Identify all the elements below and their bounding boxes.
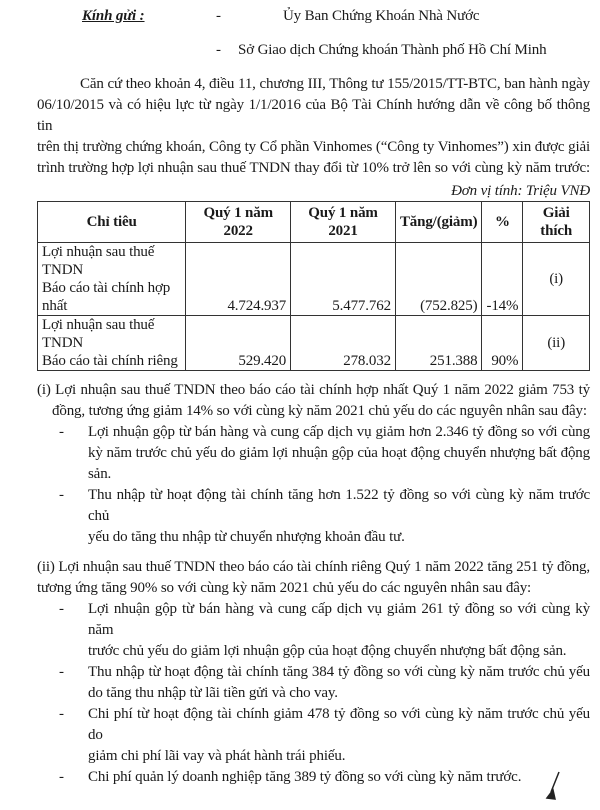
cell-pct: -14% xyxy=(482,243,523,316)
cell-change: 251.388 xyxy=(395,316,482,371)
list-dash: - xyxy=(59,601,64,617)
bullet-item xyxy=(37,599,590,662)
row-label-line: Lợi nhuận sau thuế TNDN xyxy=(42,317,155,351)
bullet-item xyxy=(37,485,590,548)
table-row xyxy=(38,316,590,371)
row-label-line: Lợi nhuận sau thuế TNDN xyxy=(42,244,155,278)
row-label-line: Báo cáo tài chính riêng xyxy=(42,353,178,369)
bullet-line: giảm chi phí lãi vay và phát hành trái phiếu. xyxy=(88,748,346,764)
row-label xyxy=(38,243,186,316)
intro-line: 06/10/2015 và có hiệu lực từ ngày 1/1/2016 của Bộ Tài Chính hướng dẫn về công bố thông tin xyxy=(37,97,590,134)
section-ii-line: (ii) Lợi nhuận sau thuế TNDN theo báo cáo tài chính riêng Quý 1 năm 2022 tăng 251 tỷ đồng, xyxy=(37,559,590,575)
row-label-line: Báo cáo tài chính hợp nhất xyxy=(42,280,171,314)
intro-line: trình trường hợp lợi nhuận sau thuế TNDN thay đổi từ 10% trở lên so với cùng kỳ năm trước: xyxy=(37,160,590,176)
section-i xyxy=(37,380,590,548)
col-header: % xyxy=(482,202,523,243)
row-label xyxy=(38,316,186,371)
cell-q1-2022: 4.724.937 xyxy=(186,243,291,316)
bullet-line: sản. xyxy=(88,466,112,482)
cell-pct: 90% xyxy=(482,316,523,371)
bullet-item xyxy=(37,422,590,485)
table-header-row xyxy=(38,202,590,243)
cell-q1-2022: 529.420 xyxy=(186,316,291,371)
addressee-label: Kính gửi : xyxy=(82,8,145,24)
bullet-item xyxy=(37,704,590,767)
bullet-line: kỳ năm trước chủ yếu do giảm lợi nhuận gộp của hoạt động chuyển nhượng bất động xyxy=(88,445,590,461)
intro-paragraph xyxy=(37,74,590,179)
bullet-item xyxy=(37,767,590,788)
list-dash: - xyxy=(59,424,64,440)
cell-q1-2021: 5.477.762 xyxy=(291,243,396,316)
bullet-line: Thu nhập từ hoạt động tài chính tăng 384 tỷ đồng so với cùng kỳ năm trước chủ yếu xyxy=(88,664,590,680)
bullet-line: Lợi nhuận gộp từ bán hàng và cung cấp dịch vụ giảm 261 tỷ đồng so với cùng kỳ năm xyxy=(88,601,590,638)
intro-line: Căn cứ theo khoản 4, điều 11, chương III, Thông tư 155/2015/TT-BTC, ban hành ngày xyxy=(80,76,590,92)
bullet-line: yếu do tăng thu nhập từ chuyển nhượng khoản đầu tư. xyxy=(88,529,405,545)
cell-note: (i) xyxy=(523,243,590,316)
list-dash: - xyxy=(59,664,64,680)
intro-line: trên thị trường chứng khoán, Công ty Cổ phần Vinhomes (“Công ty Vinhomes”) xin được giải xyxy=(37,139,590,155)
col-header: Tăng/(giảm) xyxy=(395,202,482,243)
col-header: Chỉ tiêu xyxy=(38,202,186,243)
table-row xyxy=(38,243,590,316)
section-ii xyxy=(37,557,590,788)
section-ii-line: tương ứng tăng 90% so với cùng kỳ năm 2021 chủ yếu do các nguyên nhân sau đây: xyxy=(37,580,532,596)
bullet-line: Thu nhập từ hoạt động tài chính tăng hơn 1.522 tỷ đồng so với cùng kỳ năm trước chủ xyxy=(88,487,590,524)
bullet-line: Chi phí từ hoạt động tài chính giảm 478 tỷ đồng so với cùng kỳ năm trước chủ yếu do xyxy=(88,706,590,743)
col-header: Giải thích xyxy=(523,202,590,243)
col-header: Quý 1 năm 2022 xyxy=(186,202,291,243)
section-i-line: đồng, tương ứng giảm 14% so với cùng kỳ năm 2021 chủ yếu do các nguyên nhân sau đây: xyxy=(52,403,587,419)
cell-q1-2021: 278.032 xyxy=(291,316,396,371)
list-dash: - xyxy=(59,487,64,503)
list-dash: - xyxy=(59,769,64,785)
cell-change: (752.825) xyxy=(395,243,482,316)
recipient-ssc: Ủy Ban Chứng Khoán Nhà Nước xyxy=(283,8,480,24)
addressee-row xyxy=(37,40,590,61)
bullet-line: do tăng thu nhập từ lãi tiền gửi và cho vay. xyxy=(88,685,338,701)
unit-label: Đơn vị tính: Triệu VNĐ xyxy=(451,183,590,199)
list-dash: - xyxy=(216,8,221,24)
recipient-hose: Sở Giao dịch Chứng khoán Thành phố Hồ Chí Minh xyxy=(238,42,547,58)
bullet-line: trước chủ yếu do giảm lợi nhuận gộp của hoạt động chuyển nhượng bất động sản. xyxy=(88,643,567,659)
profit-table xyxy=(37,201,590,371)
list-dash: - xyxy=(59,706,64,722)
addressee-spacer xyxy=(37,40,216,61)
bullet-line: Chi phí quản lý doanh nghiệp tăng 389 tỷ đồng so với cùng kỳ năm trước. xyxy=(88,769,522,785)
bullet-item xyxy=(37,662,590,704)
cell-note: (ii) xyxy=(523,316,590,371)
section-i-line: (i) Lợi nhuận sau thuế TNDN theo báo cáo tài chính hợp nhất Quý 1 năm 2022 giảm 753 tỷ xyxy=(37,382,590,398)
list-dash: - xyxy=(216,42,221,58)
col-header: Quý 1 năm 2021 xyxy=(291,202,396,243)
addressee-row xyxy=(37,6,590,27)
bullet-line: Lợi nhuận gộp từ bán hàng và cung cấp dịch vụ giảm hơn 2.346 tỷ đồng so với cùng xyxy=(88,424,590,440)
